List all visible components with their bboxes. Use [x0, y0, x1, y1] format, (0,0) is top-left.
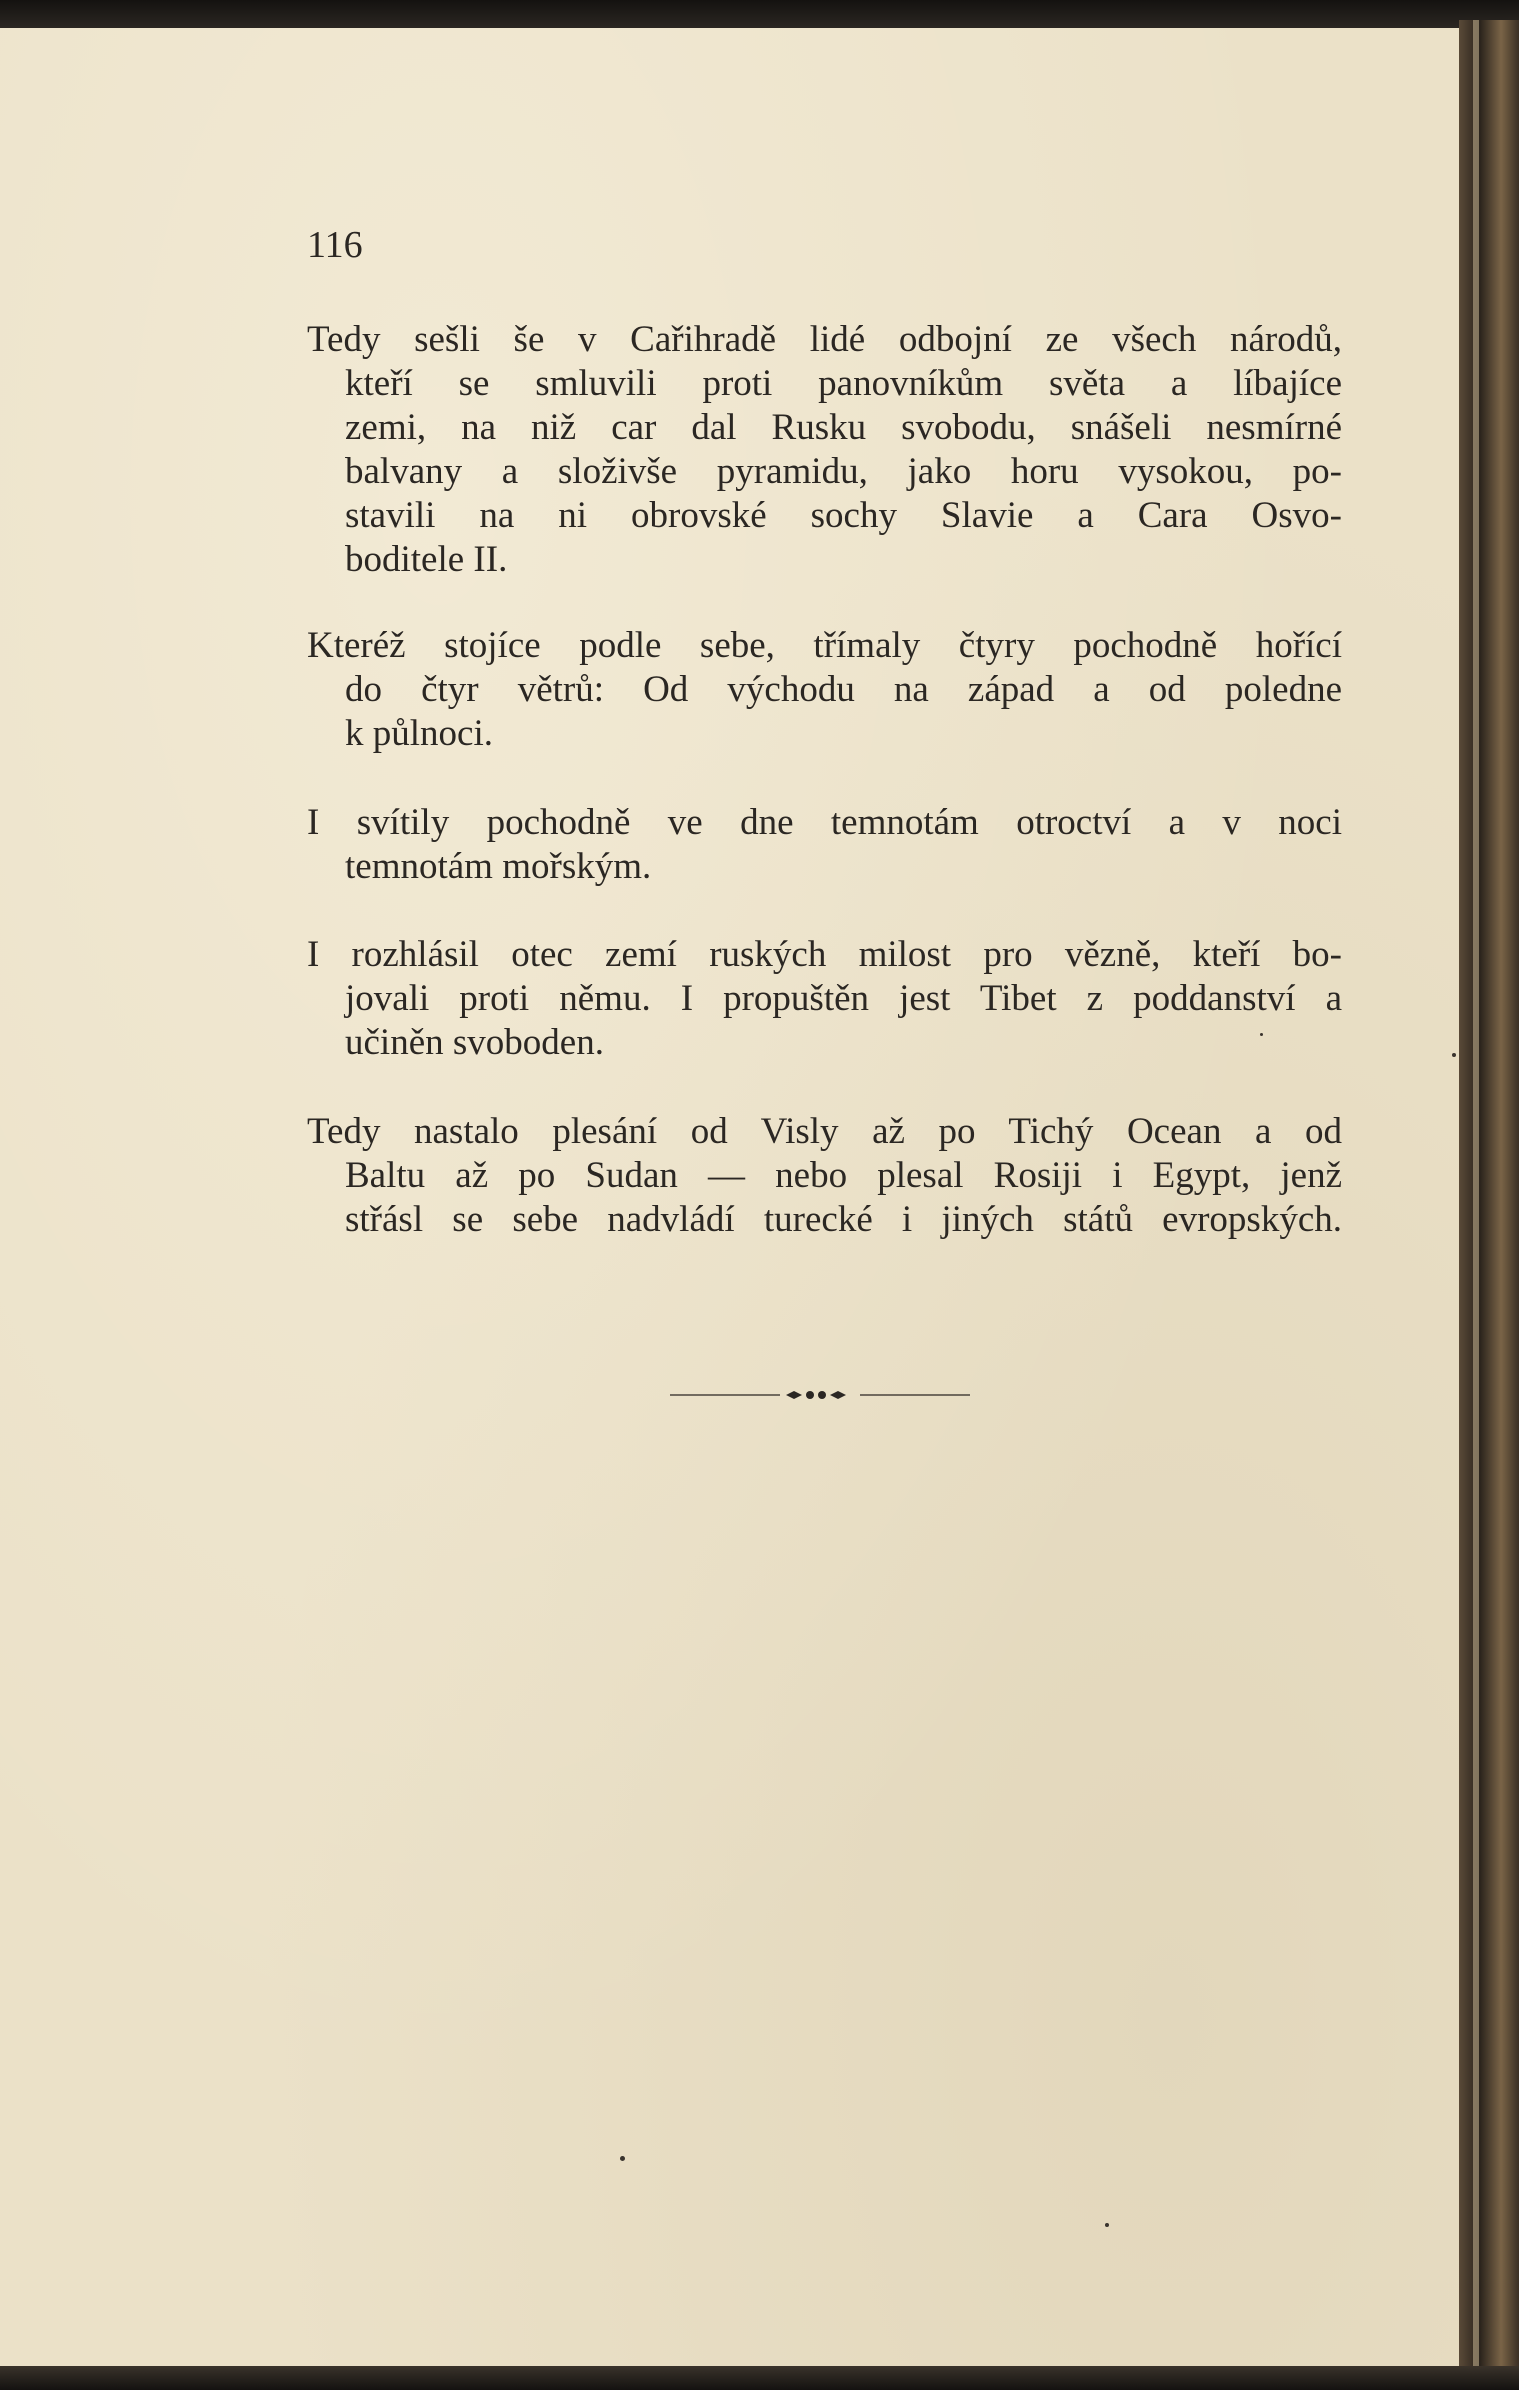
- page-number: 116: [307, 224, 363, 266]
- scan-bottom-edge: [0, 2366, 1519, 2390]
- paragraph: [307, 624, 1342, 756]
- text-line: učiněn svoboden.: [345, 1022, 604, 1063]
- text-line: Tedy sešli še v Cařihradě lidé odbojní ze všech národů,: [307, 319, 1342, 360]
- text-line: Baltu až po Sudan — nebo plesal Rosiji i Egypt, jenž: [345, 1155, 1342, 1196]
- text-line: střásl se sebe nadvládí turecké i jiných států evropských.: [345, 1199, 1342, 1240]
- text-line: boditele II.: [345, 539, 508, 580]
- book-page: [0, 28, 1462, 2368]
- text-line: balvany a složivše pyramidu, jako horu vysokou, po-: [345, 451, 1342, 492]
- paragraph: [307, 933, 1342, 1065]
- paper-speck: [1260, 1033, 1263, 1036]
- text-line: Tedy nastalo plesání od Visly až po Tichý Ocean a od: [307, 1111, 1342, 1152]
- text-line: stavili na ni obrovské sochy Slavie a Cara Osvo-: [345, 495, 1342, 536]
- text-line: zemi, na niž car dal Rusku svobodu, snášeli nesmírné: [345, 407, 1342, 448]
- paragraph: [307, 318, 1342, 582]
- paragraph: [307, 1110, 1342, 1242]
- scan-top-edge: [0, 0, 1519, 30]
- paper-speck: [1452, 1053, 1456, 1057]
- paragraph: [307, 801, 1342, 889]
- text-line: I svítily pochodně ve dne temnotám otroctví a v noci: [307, 802, 1342, 843]
- decorative-rule-icon: [670, 1385, 970, 1405]
- paper-speck: [620, 2156, 625, 2161]
- text-line: k půlnoci.: [345, 713, 493, 754]
- text-line: Kteréž stojíce podle sebe, třímaly čtyry pochodně hořící: [307, 625, 1342, 666]
- text-line: I rozhlásil otec zemí ruských milost pro vězně, kteří bo-: [307, 934, 1342, 975]
- text-line: jovali proti němu. I propuštěn jest Tibet z poddanství a: [345, 978, 1342, 1019]
- text-line: do čtyr větrů: Od východu na západ a od poledne: [345, 669, 1342, 710]
- book-binding-edge: [1459, 20, 1519, 2380]
- paper-speck: [1105, 2223, 1109, 2227]
- text-line: kteří se smluvili proti panovníkům světa a líbajíce: [345, 363, 1342, 404]
- text-line: temnotám mořským.: [345, 846, 652, 887]
